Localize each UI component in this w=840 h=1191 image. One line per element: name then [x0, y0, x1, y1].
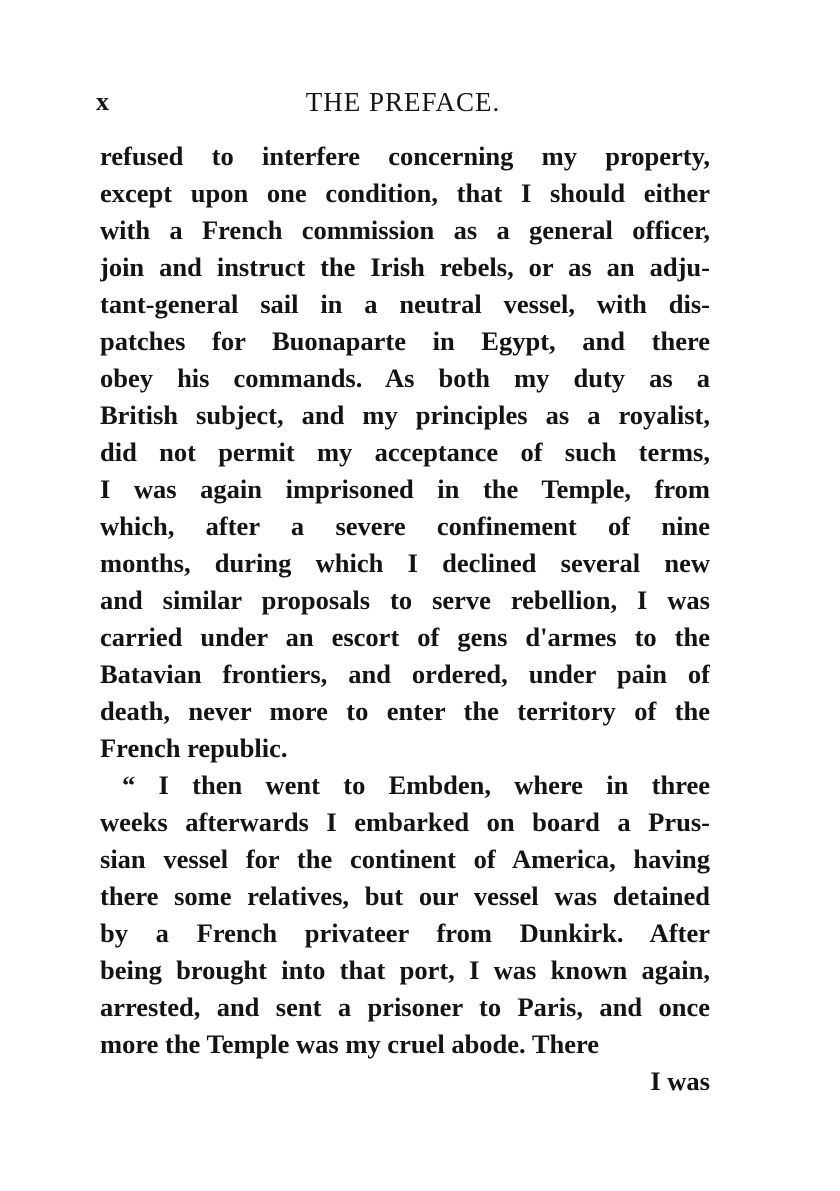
text-line: Batavian frontiers, and ordered, under pain of [100, 659, 710, 689]
text-line: British subject, and my principles as a royalist, [100, 400, 710, 430]
catchword: I was [650, 1066, 710, 1096]
text-line: with a French commission as a general officer, [100, 215, 710, 245]
paragraph-2 [100, 767, 710, 1063]
text-line: there some relatives, but our vessel was detained [100, 881, 710, 911]
page-header [96, 82, 710, 122]
text-line: carried under an escort of gens d'armes to the [100, 622, 710, 652]
text-line: arrested, and sent a prisoner to Paris, and once [100, 992, 710, 1022]
text-line: join and instruct the Irish rebels, or as an adju- [100, 252, 710, 282]
text-line: months, during which I declined several new [100, 548, 710, 578]
text-line: patches for Buonaparte in Egypt, and there [100, 326, 710, 356]
text-line: did not permit my acceptance of such terms, [100, 437, 710, 467]
text-line: except upon one condition, that I should either [100, 178, 710, 208]
text-line: French republic. [100, 733, 288, 763]
page-number: x [96, 87, 109, 116]
text-line: I was again imprisoned in the Temple, from [100, 474, 710, 504]
body-text [100, 138, 710, 1100]
text-line: tant-general sail in a neutral vessel, with dis- [100, 289, 710, 319]
text-line: and similar proposals to serve rebellion, I was [100, 585, 710, 615]
text-line: by a French privateer from Dunkirk. After [100, 918, 710, 948]
text-line: sian vessel for the continent of America, having [100, 844, 710, 874]
text-line: “ I then went to Embden, where in three [122, 770, 710, 800]
text-line: death, never more to enter the territory of the [100, 696, 710, 726]
text-line: refused to interfere concerning my property, [100, 141, 710, 171]
text-line: which, after a severe confinement of nine [100, 511, 710, 541]
paragraph-1 [100, 138, 710, 767]
text-line: weeks afterwards I embarked on board a Prus- [100, 807, 710, 837]
text-line: being brought into that port, I was known again, [100, 955, 710, 985]
text-line: more the Temple was my cruel abode. There [100, 1029, 600, 1059]
text-line: obey his commands. As both my duty as a [100, 363, 710, 393]
running-title: THE PREFACE. [305, 87, 501, 117]
